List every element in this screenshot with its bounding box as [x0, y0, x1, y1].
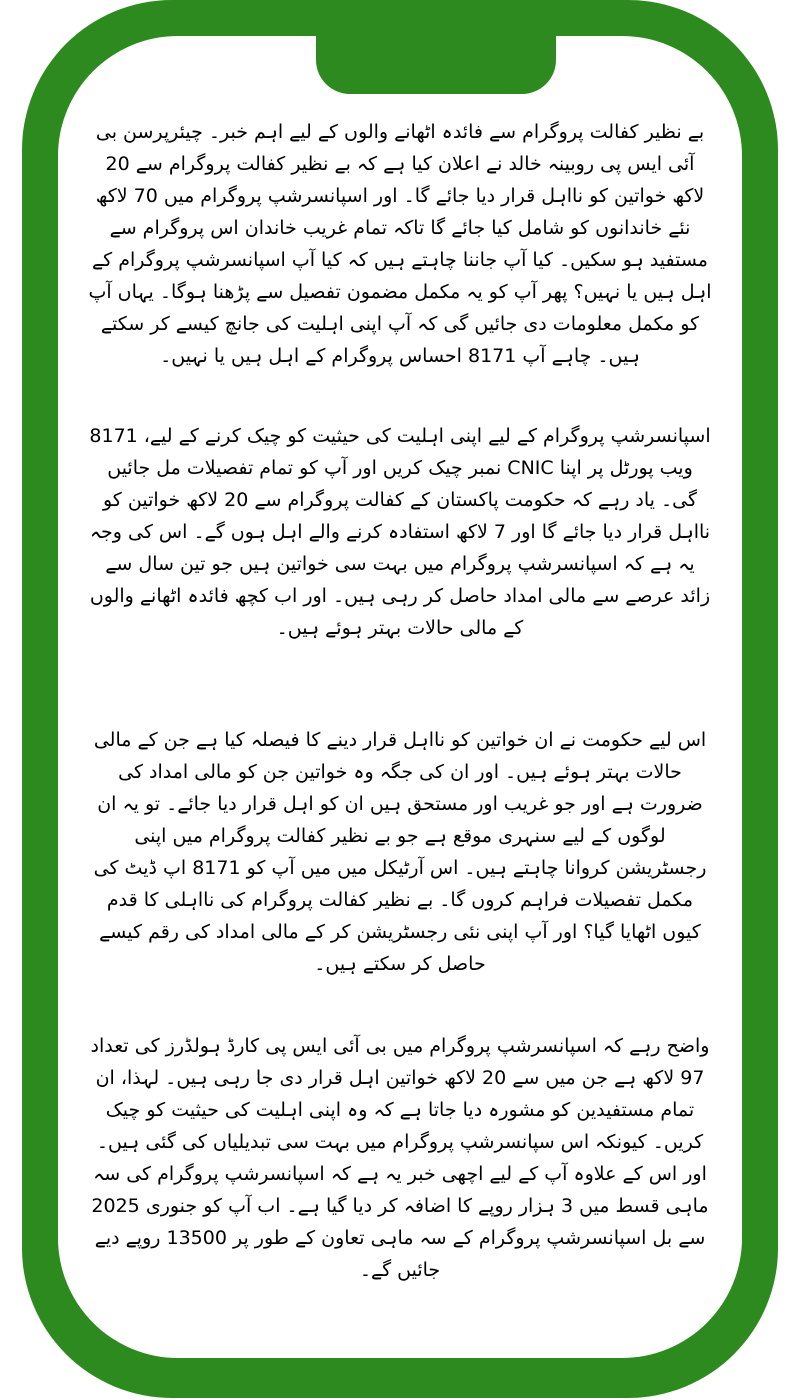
article-paragraph-3: اس لیے حکومت نے ان خواتین کو نااہل قرار دینے کا فیصلہ کیا ہے جن کے مالی حالات بہتر ہوئے ہیں۔ اور ان کی جگہ وہ خواتین جن کو مالی امداد کی ضرورت ہے اور جو غریب اور مستحق ہیں ان کو اہل قرار دیا جائے۔ تو یہ ان لوگوں کے لیے سنہری موقع ہے جو بے نظیر کفالت پروگرام میں اپنی رجسٹریشن کروانا چاہتے ہیں۔ اس آرٹیکل میں میں آپ کو 8171 اپ ڈیٹ کی مکمل تفصیلات فراہم کروں گا۔ بے نظیر کفالت پروگرام کی نااہلی کا قدم کیوں اٹھایا گیا؟ اور آپ اپنی نئی رجسٹریشن کر کے مالی امداد کی رقم کیسے حاصل کر سکتے ہیں۔: [93, 729, 707, 975]
phone-notch: [316, 36, 556, 94]
article-paragraph-2: اسپانسرشپ پروگرام کے لیے اپنی اہلیت کی حیثیت کو چیک کرنے کے لیے، 8171 ویب پورٹل پر اپنا CNIC نمبر چیک کریں اور آپ کو تمام تفصیلات مل جائیں گی۔ یاد رہے کہ حکومت پاکستان کے کفالت پروگرام سے 20 لاکھ خواتین کو نااہل قرار دیا جائے گا اور 7 لاکھ استفادہ کرنے والے اہل ہوں گے۔ اس کی وجہ یہ ہے کہ اسپانسرشپ پروگرام میں بہت سی خواتین ہیں جو تین سال سے زائد عرصے سے مالی امداد حاصل کر رہی ہیں۔ اور اب کچھ فائدہ اٹھانے والوں کے مالی حالات بہتر ہوئے ہیں۔: [89, 425, 711, 639]
article-body: [88, 116, 712, 1318]
article-paragraph-1: بے نظیر کفالت پروگرام سے فائدہ اٹھانے والوں کے لیے اہم خبر۔ چیئرپرسن بی آئی ایس پی روبینہ خالد نے اعلان کیا ہے کہ بے نظیر کفالت پروگرام سے 20 لاکھ خواتین کو نااہل قرار دیا جائے گا۔ اور اسپانسرشپ پروگرام میں 70 لاکھ نئے خاندانوں کو شامل کیا جائے گا تاکہ تمام غریب خاندان اس پروگرام سے مستفید ہو سکیں۔ کیا آپ جاننا چاہتے ہیں کہ کیا آپ اسپانسرشپ پروگرام کے اہل ہیں یا نہیں؟ پھر آپ کو یہ مکمل مضمون تفصیل سے پڑھنا ہوگا۔ یہاں آپ کو مکمل معلومات دی جائیں گی کہ آپ اپنی اہلیت کی جانچ کیسے کر سکتے ہیں۔ چاہے آپ 8171 احساس پروگرام کے اہل ہیں یا نہیں۔: [88, 121, 712, 367]
phone-screen: [58, 36, 742, 1358]
article-paragraph-4: واضح رہے کہ اسپانسرشپ پروگرام میں بی آئی ایس پی کارڈ ہولڈرز کی تعداد 97 لاکھ ہے جن میں سے 20 لاکھ خواتین اہل قرار دی جا رہی ہیں۔ لہذا، ان تمام مستفیدین کو مشورہ دیا جاتا ہے کہ وہ اپنی اہلیت کی حیثیت کو چیک کریں۔ کیونکہ اس سپانسرشپ پروگرام میں بہت سی تبدیلیاں کی گئی ہیں۔ اور اس کے علاوہ آپ کے لیے اچھی خبر یہ ہے کہ اسپانسرشپ پروگرام کی سہ ماہی قسط میں 3 ہزار روپے کا اضافہ کر دیا گیا ہے۔ اب آپ کو جنوری 2025 سے بل اسپانسرشپ پروگرام کے سہ ماہی تعاون کے طور پر 13500 روپے دیے جائیں گے۔: [90, 1035, 710, 1281]
phone-frame: [22, 0, 778, 1398]
